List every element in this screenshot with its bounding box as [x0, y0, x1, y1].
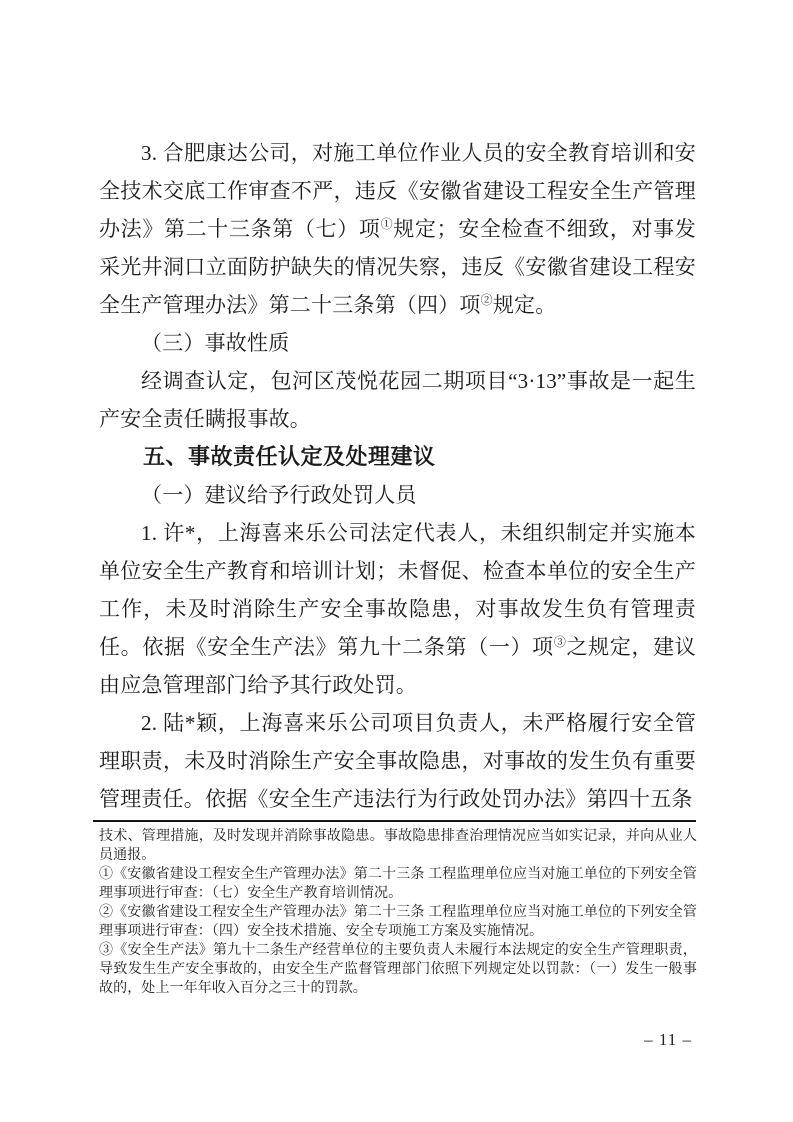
footnote-item: ①《安徽省建设工程安全生产管理办法》第二十三条 工程监理单位应当对施工单位的下列安全管理事项进行审查：（七）安全生产教育培训情况。	[99, 867, 697, 901]
body-paragraph: 3. 合肥康达公司，对施工单位作业人员的安全教育培训和安全技术交底工作审查不严，违反《安徽省建设工程安全生产管理办法》第二十三条第（七）项①规定；安全检查不细致，对事发采光井洞口立面防护缺失的情况失察，违反《安徽省建设工程安全生产管理办法》第二十三条第（四）项②规定。	[99, 141, 696, 317]
document-body	[99, 134, 696, 818]
footnote-item: ③《安全生产法》第九十二条生产经营单位的主要负责人未履行本法规定的安全生产管理职责，导致发生生产安全事故的，由安全生产监督管理部门依照下列规定处以罚款：（一）发生一般事故的，处上一年年收入百分之三十的罚款。	[99, 943, 697, 996]
footnote-ref: ②	[480, 293, 493, 307]
body-paragraph: 经调查认定，包河区茂悦花园二期项目“3·13”事故是一起生产安全责任瞒报事故。	[99, 369, 696, 431]
body-paragraph: （三）事故性质	[141, 331, 290, 355]
footnote-ref: ①	[380, 217, 394, 231]
footnotes	[99, 827, 697, 998]
footnote-ref: ③	[553, 635, 567, 649]
body-paragraph: 2. 陆*颖，上海喜来乐公司项目负责人，未严格履行安全管理职责，未及时消除生产安全事故隐患，对事故的发生负有重要管理责任。依据《安全生产违法行为行政处罚办法》第四十五条	[99, 711, 696, 811]
footnote-item: ②《安徽省建设工程安全生产管理办法》第二十三条 工程监理单位应当对施工单位的下列安全管理事项进行审查：（四）安全技术措施、安全专项施工方案及实施情况。	[99, 905, 697, 939]
body-paragraph: （一）建议给予行政处罚人员	[141, 483, 417, 507]
footnote-item: 技术、管理措施，及时发现并消除事故隐患。事故隐患排查治理情况应当如实记录，并向从业人员通报。	[99, 829, 697, 863]
footnote-separator	[93, 820, 696, 822]
section-heading: 五、事故责任认定及处理建议	[143, 444, 436, 469]
page-number: – 11 –	[644, 1030, 692, 1049]
body-paragraph: 1. 许*，上海喜来乐公司法定代表人，未组织制定并实施本单位安全生产教育和培训计划；未督促、检查本单位的安全生产工作，未及时消除生产安全事故隐患，对事故发生负有管理责任。依据《安全生产法》第九十二条第（一）项③之规定，建议由应急管理部门给予其行政处罚。	[99, 521, 697, 697]
